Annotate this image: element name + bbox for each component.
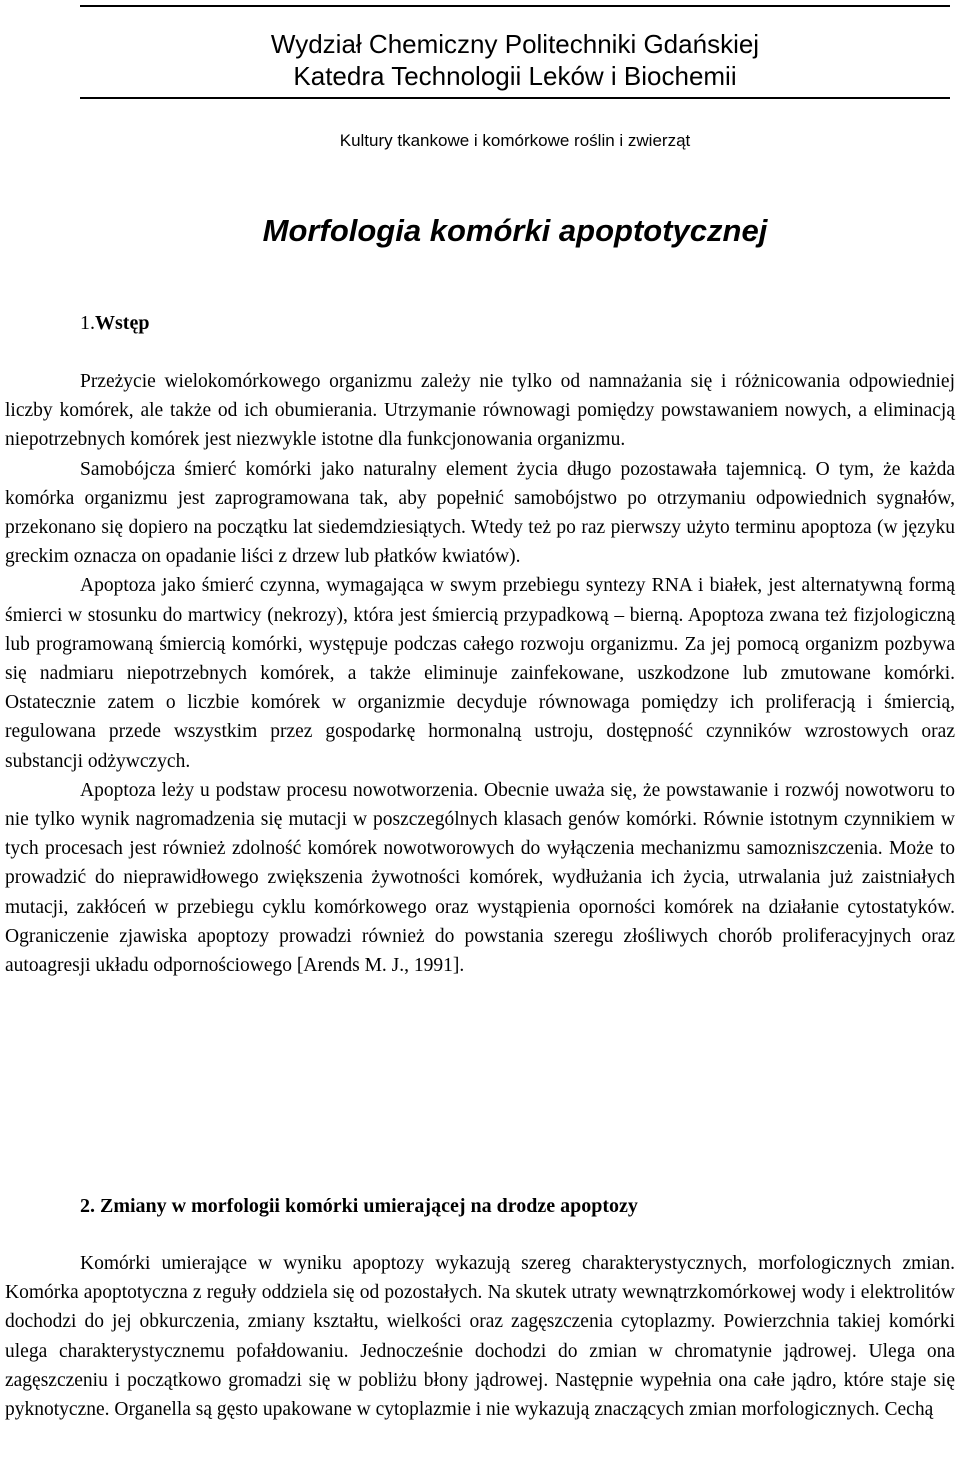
section-2-heading <box>80 1195 638 1218</box>
paragraph: Komórki umierające w wyniku apoptozy wykazują szereg charakterystycznych, morfologicznych zmian. Komórka apoptotyczna z reguły oddziela się od pozostałych. Na skutek utraty wewnątrzkomórkowej wody i elektrolitów dochodzi do jej obkurczenia, zmiany kształtu, wielkości oraz zagęszczenia cytoplazmy. Powierzchnia takiej komórki ulega charakterystycznemu pofałdowaniu. Jednocześnie dochodzi do zmian w chromatynie jądrowej. Ulega ona zagęszczeniu i początkowo gromadzi się w pobliżu błony jądrowej. Następnie wypełnia ona całe jądro, które staje się pyknotyczne. Organella są gęsto upakowane w cytoplazmie i nie wykazują znaczących zmian morfologicznych. Cechą <box>5 1253 955 1421</box>
header-bottom-rule <box>80 97 950 99</box>
header-faculty: Wydział Chemiczny Politechniki Gdańskiej <box>270 29 760 59</box>
paragraph: Apoptoza jako śmierć czynna, wymagająca w swym przebiegu syntezy RNA i białek, jest alternatywną formą śmierci w stosunku do martwicy (nekrozy), która jest śmiercią przypadkową – bierną. Apoptoza zwana też fizjologiczną lub programowaną śmiercią komórki, występuje podczas całego rozwoju organizmu. Za jej pomocą organizm pozbywa się nadmiaru niepotrzebnych komórek, a także eliminuje zainfekowane, uszkodzone lub zmutowane komórki. Ostatecznie zatem o liczbie komórek w organizmie decyduje równowaga pomiędzy ich proliferacją i śmiercią, regulowana przede wszystkim przez gospodarkę hormonalną ustroju, dostępność czynników wzrostowych oraz substancji odżywczych. <box>5 575 955 772</box>
section-1-body <box>5 367 955 980</box>
paragraph: Przeżycie wielokomórkowego organizmu zależy nie tylko od namnażania się i różnicowania odpowiedniej liczby komórek, ale także od ich obumierania. Utrzymanie równowagi pomiędzy powstawaniem nowych, a eliminacją niepotrzebnych komórek jest niezwykle istotne dla funkcjonowania organizmu. <box>5 371 955 451</box>
section-2-title: Zmiany w morfologii komórki umierającej na drodze apoptozy <box>100 1195 638 1217</box>
section-2-body <box>5 1249 955 1424</box>
header-top-rule <box>80 5 950 7</box>
section-1-title: Wstęp <box>95 312 150 334</box>
section-1-heading <box>80 312 149 335</box>
section-2-number: 2. <box>80 1195 95 1217</box>
document-title: Morfologia komórki apoptotycznej <box>262 213 768 248</box>
header-department: Katedra Technologii Leków i Biochemii <box>293 61 737 91</box>
paragraph: Apoptoza leży u podstaw procesu nowotworzenia. Obecnie uważa się, że powstawanie i rozwój nowotworu to nie tylko wynik nagromadzenia się mutacji w poszczególnych klasach genów komórki. Równie istotnym czynnikiem w tych procesach jest również zdolność komórek nowotworowych do wyłączenia mechanizmu samozniszczenia. Może to prowadzić do nieprawidłowego zwiększenia żywotności komórek, wydłużania ich życia, utrwalania już zaistniałych mutacji, zakłóceń w przebiegu cyklu komórkowego oraz wystąpienia oporności komórek na działanie cytostatyków. Ograniczenie zjawiska apoptozy prowadzi również do powstania szeregu złośliwych chorób proliferacyjnych oraz autoagresji układu odpornościowego [Arends M. J., 1991]. <box>5 779 955 977</box>
course-subject: Kultury tkankowe i komórkowe roślin i zwierząt <box>339 131 691 150</box>
section-1-number: 1. <box>80 312 95 334</box>
paragraph: Samobójcza śmierć komórki jako naturalny element życia długo pozostawała tajemnicą. O tym, że każda komórka organizmu jest zaprogramowana tak, aby popełnić samobójstwo po otrzymaniu odpowiednich sygnałów, przekonano się dopiero na początku lat siedemdziesiątych. Wtedy też po raz pierwszy użyto terminu apoptoza (w języku greckim oznacza on opadanie liści z drzew lub płatków kwiatów). <box>5 458 955 568</box>
